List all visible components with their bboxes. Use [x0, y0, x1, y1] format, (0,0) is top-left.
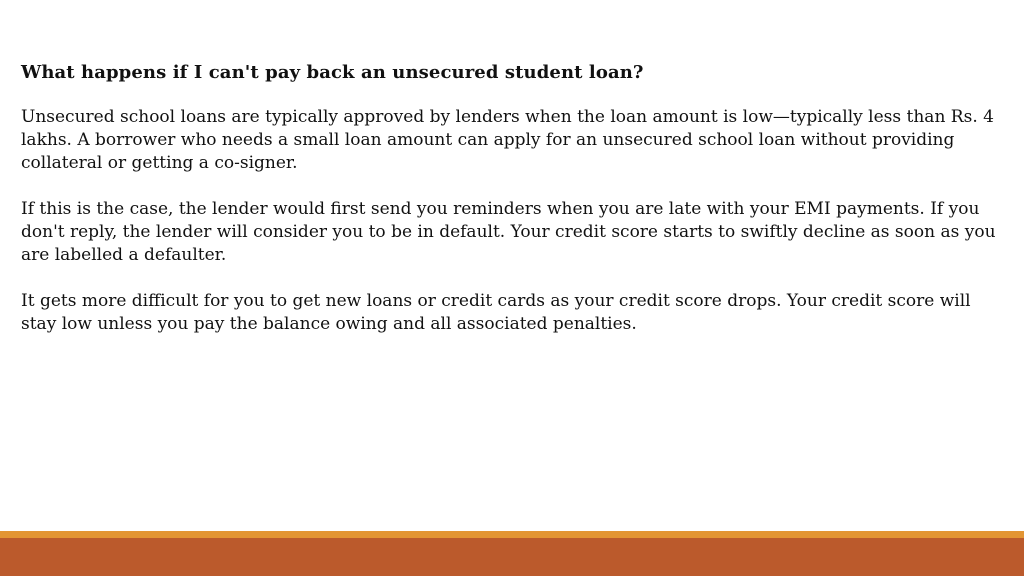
- slide-heading: What happens if I can't pay back an unsecured student loan?: [21, 62, 644, 83]
- paragraph-unsecured-loans: Unsecured school loans are typically approved by lenders when the loan amount is low—typically less than Rs. 4 lakhs. A borrower who needs a small loan amount can apply for an unsecured school loan without providing collateral or getting a co-signer.: [21, 107, 994, 173]
- paragraph-default-process: If this is the case, the lender would first send you reminders when you are late with your EMI payments. If you don't reply, the lender will consider you to be in default. Your credit score starts to swiftly decline as soon as you are labelled a defaulter.: [21, 199, 996, 265]
- slide-content: [21, 60, 996, 359]
- paragraph-credit-score: It gets more difficult for you to get new loans or credit cards as your credit score drops. Your credit score will stay low unless you pay the balance owing and all associated penalties.: [21, 291, 971, 334]
- footer-accent-stripe: [0, 531, 1024, 538]
- footer-bar: [0, 538, 1024, 576]
